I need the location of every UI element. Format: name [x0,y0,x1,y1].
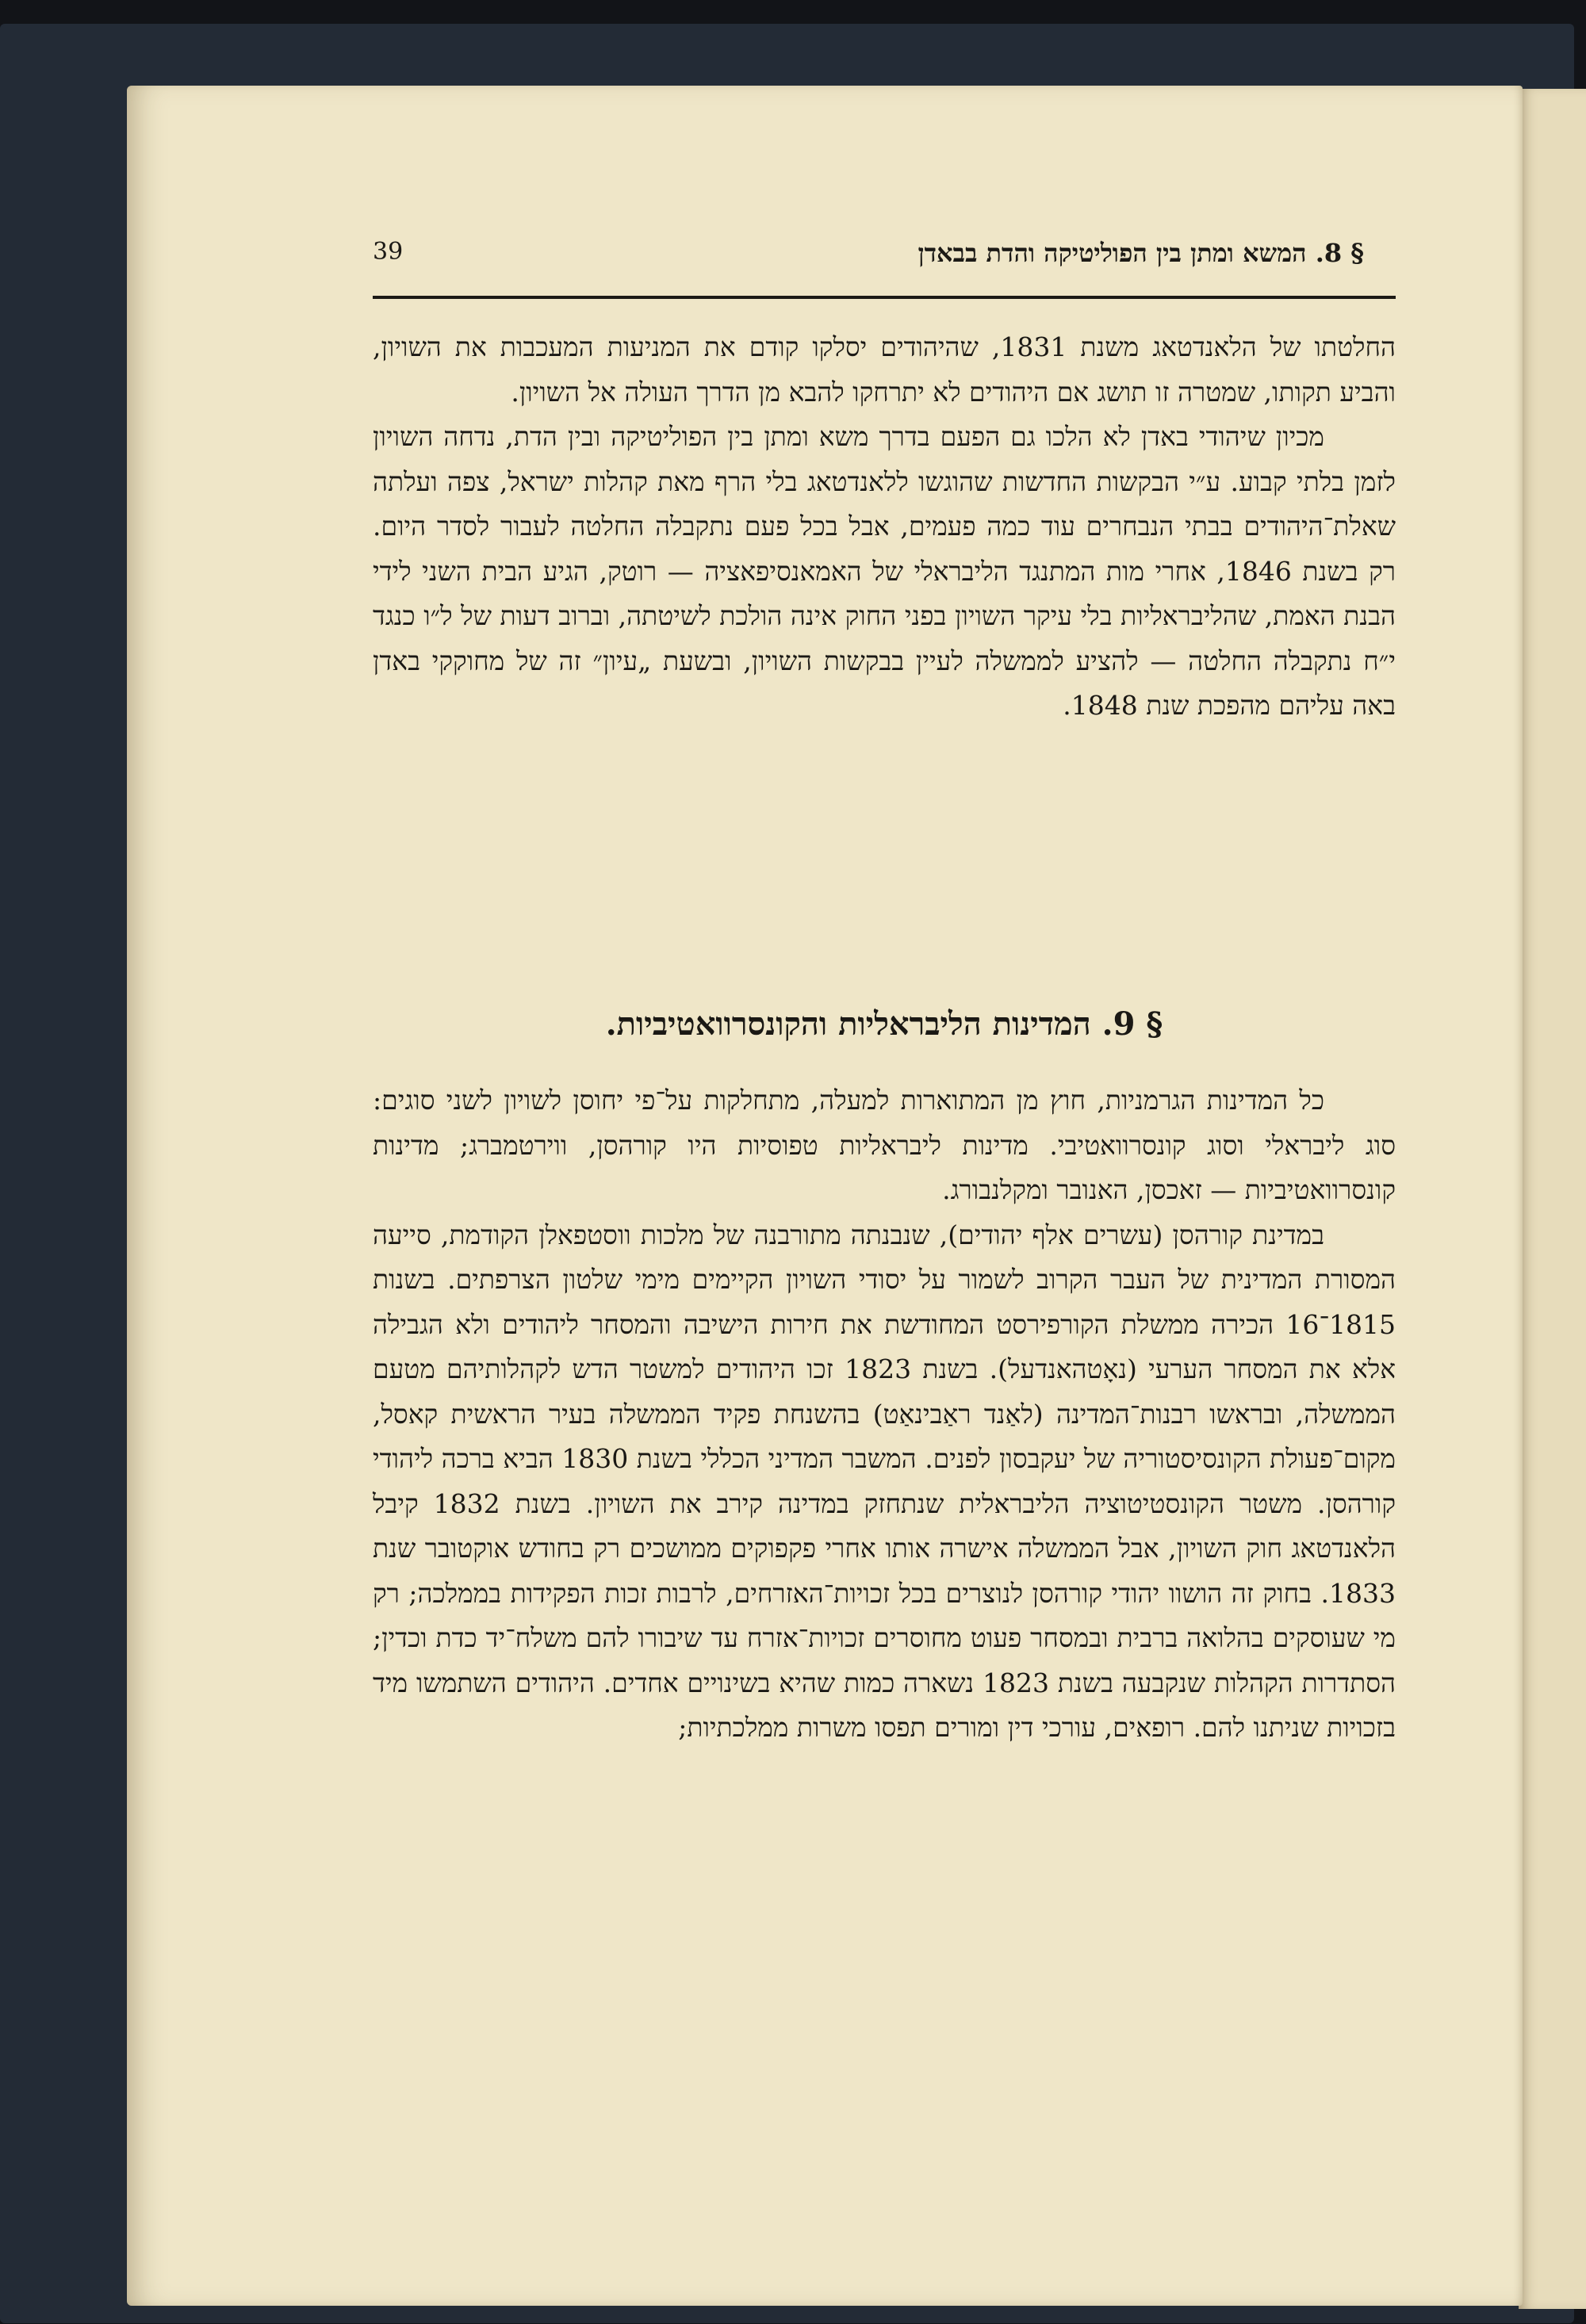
header-rule [373,296,1396,299]
next-page-edge [1519,89,1586,2309]
section-8-continuation [373,325,1396,729]
running-head: § 8. המשא ומתן בין הפוליטיקה והדת בבאדן [918,238,1364,268]
page-number: 39 [373,238,404,266]
paragraph: מכיון שיהודי באדן לא הלכו גם הפעם בדרך משא ומתן בין הפוליטיקה ובין הדת, נדחה השויון לזמן בלתי קבוע. ע״י הבקשות החדשות שהוגשו ללאנדטאג בלי הרף מאת קהלות ישראל, צפה ועלתה שאלת־היהודים בבתי הנבחרים עוד כמה פעמים, אבל בכל פעם נתקבלה החלטה לעבור לסדר היום. רק בשנת 1846, אחרי מות המתנגד הליבראלי של האמאנסיפאציה — רוטק, הגיע הבית השני לידי הבנת האמת, שהליבראליות בלי עיקר השויון בפני החוק אינה הולכת לשיטתה, וברוב דעות של ל״ו כנגד י״ח נתקבלה החלטה — להציע לממשלה לעיין בבקשות השויון, ובשעת „עיון״ זה של מחוקקי באדן באה עליהם מהפכת שנת 1848. [373,421,1396,721]
section-9-body [373,1078,1396,1751]
paragraph: החלטתו של הלאנדטאג משנת 1831, שהיהודים יסלקו קודם את המניעות המעכבות את השויון, והביע תקותו, שמטרה זו תושג אם היהודים לא יתרחקו להבא מן הדרך העולה אל השויון. [373,331,1396,408]
paragraph: במדינת קורהסן (עשרים אלף יהודים), שנבנתה מתורבנה של מלכות ווסטפאלן הקודמת, סייעה המסורת המדינית של העבר הקרוב לשמור על יסודי השויון הקיימים מימי שלטון הצרפתים. בשנות 1815־16 הכירה ממשלת הקורפירסט המחודשת את חירות הישיבה והמסחר ליהודים ולא הגבילה אלא את המסחר הערעי (נאָטהאנדעל). בשנת 1823 זכו היהודים למשטר הדש לקהלותיהם מטעם הממשלה, ובראשו רבנות־המדינה (לאַנד ראַבינאַט) בהשנחת פקיד הממשלה בעיר הראשית קאסל, מקום־פעולת הקונסיסטוריה של יעקבסון לפנים. המשבר המדיני הכללי בשנת 1830 הביא ברכה ליהודי קורהסן. משטר הקונסטיטוציה הליבראלית שנתחזק במדינה קירב את השויון. בשנת 1832 קיבל הלאנדטאג חוק השויון, אבל הממשלה אישרה אותו אחרי פקפוקים ממושכים רק בחודש אוקטובר שנת 1833. בחוק זה הושוו יהודי קורהסן לנוצרים בכל זכויות־האזרחים, לרבות זכות הפקידות בממלכה; רק מי שעוסקים בהלואה ברבית ובמסחר פעוט מחוסרים זכויות־אזרח עד שיבורו להם משלח־יד כדת וכדין; הסתדרות הקהלות שנקבעה בשנת 1823 נשארה כמות שהיא בשינויים אחדים. היהודים השתמשו מיד בזכויות שניתנו להם. רופאים, עורכי דין ומורים תפסו משרות ממלכתיות; [373,1219,1396,1743]
paragraph: כל המדינות הגרמניות, חוץ מן המתוארות למעלה, מתחלקות על־פי יחוסן לשויון לשני סוגים: סוג ליבראלי וסוג קונסרוואטיבי. מדינות ליבראליות טפוסיות היו קורהסן, ווירטמברג; מדינות קונסרוואטיביות — זאכסן, האנובר ומקלנבורג. [373,1085,1396,1205]
page-header [373,238,1396,285]
section-9-title: § 9. המדינות הליבראליות והקונסרוואטיביות. [605,1005,1163,1043]
